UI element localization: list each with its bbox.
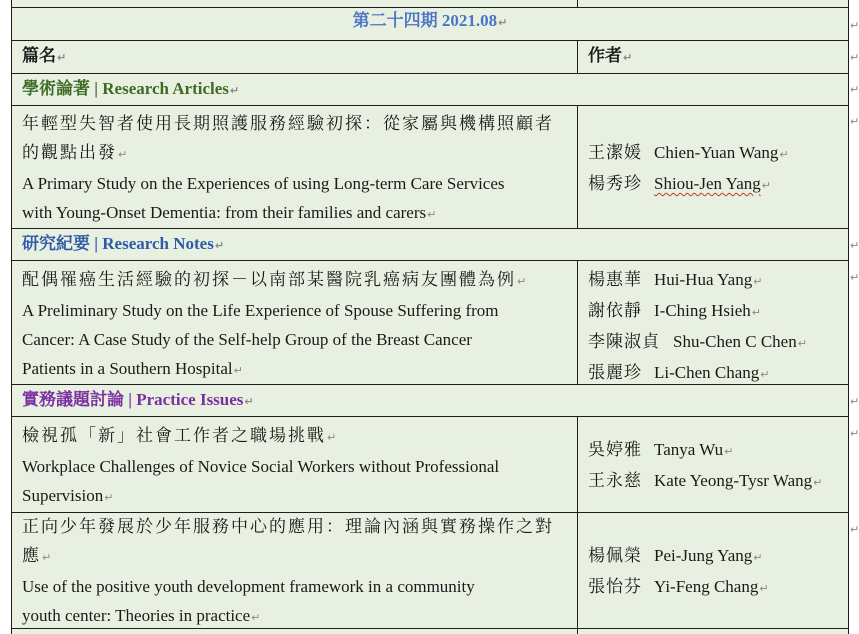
row-end-mark: ↵ xyxy=(850,271,859,284)
row-border xyxy=(11,260,849,261)
author-entry: 吳婷雅 Tanya Wu↵ xyxy=(588,440,734,459)
row-border xyxy=(11,416,849,417)
row-end-mark: ↵ xyxy=(850,115,859,128)
author-entry: 張怡芬 Yi-Feng Chang↵ xyxy=(588,577,769,596)
article-title: 正向少年發展於少年服務中心的應用：理論內涵與實務操作之對 應↵ Use of the positive youth development framework in a community youth center: Theories in practice↵ xyxy=(22,517,554,625)
article-authors xyxy=(588,435,822,497)
row-end-mark: ↵ xyxy=(850,523,859,536)
author-entry: 王永慈 Kate Yeong-Tysr Wang↵ xyxy=(588,471,823,490)
author-entry: 楊佩榮 Pei-Jung Yang↵ xyxy=(588,546,763,565)
column-header-title: 篇名↵ xyxy=(22,46,67,65)
column-divider-header xyxy=(577,40,578,73)
row-end-mark: ↵ xyxy=(850,19,859,32)
article-title: 檢視孤「新」社會工作者之職場挑戰↵ Workplace Challenges of Novice Social Workers without Professional Supervision↵ xyxy=(22,426,500,505)
column-divider-notes xyxy=(577,260,578,384)
article-authors xyxy=(588,265,807,389)
column-divider-practice xyxy=(577,416,578,634)
author-entry: 李陳淑貞 Shu-Chen C Chen↵ xyxy=(588,332,807,351)
table-border-right xyxy=(848,0,849,634)
row-end-mark: ↵ xyxy=(850,51,859,64)
article-title: 配偶罹癌生活經驗的初探－以南部某醫院乳癌病友團體為例↵ A Preliminary Study on the Life Experience of Spouse Suffering from Cancer: A Case Study of the Self-help Group of the Breast Cancer Patients in a Southern Hospital↵ xyxy=(22,270,529,378)
issue-title: 第二十四期 2021.08↵ xyxy=(352,11,508,30)
row-border xyxy=(11,105,849,106)
row-end-mark: ↵ xyxy=(850,395,859,408)
article-authors xyxy=(588,138,789,200)
row-end-mark: ↵ xyxy=(850,239,859,252)
section-heading-research-articles: 學術論著 | Research Articles↵ xyxy=(22,79,240,98)
column-divider-articles xyxy=(577,105,578,228)
author-entry: 張麗珍 Li-Chen Chang↵ xyxy=(588,363,770,382)
row-end-mark: ↵ xyxy=(850,83,859,96)
row-border xyxy=(11,40,849,41)
author-entry: 王潔媛 Chien-Yuan Wang↵ xyxy=(588,143,789,162)
column-header-author: 作者↵ xyxy=(588,46,633,65)
document-page xyxy=(11,0,849,634)
author-entry: 楊秀珍 Shiou-Jen Yang↵ xyxy=(588,174,771,193)
section-heading-practice-issues: 實務議題討論 | Practice Issues↵ xyxy=(22,390,254,409)
row-end-mark: ↵ xyxy=(850,427,859,440)
author-entry: 楊惠華 Hui-Hua Yang↵ xyxy=(588,270,763,289)
article-title: 年輕型失智者使用長期照護服務經驗初探：從家屬與機構照顧者 的觀點出發↵ A Primary Study on the Experiences of using Long-term Care Services with Young-Onset Dementia: from their families and carers↵ xyxy=(22,114,554,222)
author-entry: 謝依靜 I-Ching Hsieh↵ xyxy=(588,301,762,320)
article-authors xyxy=(588,541,769,603)
section-heading-research-notes: 研究紀要 | Research Notes↵ xyxy=(22,234,225,253)
table-border-left xyxy=(11,0,12,634)
